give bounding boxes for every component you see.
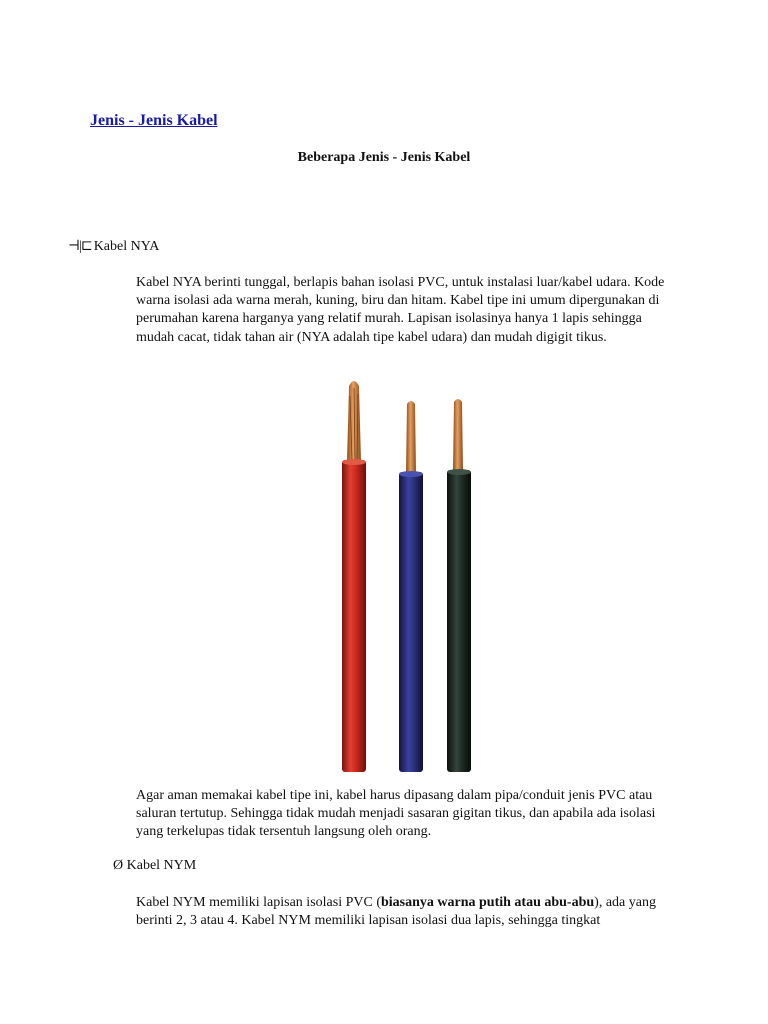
section-heading-nym: Kabel NYM [126, 858, 197, 873]
bullet-symbol: ⊣|⊏ [68, 239, 92, 254]
paragraph-nya-safety: Agar aman memakai kabel tipe ini, kabel harus dipasang dalam pipa/conduit jenis PVC atau saluran tertutup. Sehingga tidak mudah menjadi sasaran gigitan tikus, dan apabila ada isolasi yang terkelupas tidak tersentuh langsung oleh orang. [136, 788, 656, 840]
blue-cable [399, 401, 423, 772]
bullet-symbol: Ø [113, 858, 124, 873]
black-cable [447, 399, 471, 772]
para-nym-rest: ), ada yang berinti 2, 3 atau 4. Kabel NYM memiliki lapisan isolasi dua lapis, sehingga tingkat [136, 895, 656, 929]
section-heading-nya: Kabel NYA [93, 239, 160, 254]
paragraph-nya-description: Kabel NYA berinti tunggal, berlapis bahan isolasi PVC, untuk instalasi luar/kabel udara. Kode warna isolasi ada warna merah, kuning, biru dan hitam. Kabel tipe ini umum dipergunakan di perumahan karena harganya yang relatif murah. Lapisan isolasinya hanya 1 lapis sehingga mudah cacat, tidak tahan air (NYA adalah tipe kabel udara) dan mudah digigit tikus. [136, 275, 665, 345]
paragraph-nym-description [136, 894, 681, 930]
cable-nya-image [330, 376, 490, 772]
bullet-kabel-nym [113, 858, 196, 874]
jenis-kabel-link[interactable]: Jenis - Jenis Kabel [90, 112, 218, 129]
red-cable [342, 381, 366, 772]
para-nym-start: Kabel NYM memiliki lapisan isolasi PVC ( [136, 895, 381, 910]
bullet-kabel-nya [68, 238, 159, 255]
para-nym-bold: biasanya warna putih atau abu-abu [380, 895, 595, 910]
page-subtitle: Beberapa Jenis - Jenis Kabel [297, 150, 471, 165]
